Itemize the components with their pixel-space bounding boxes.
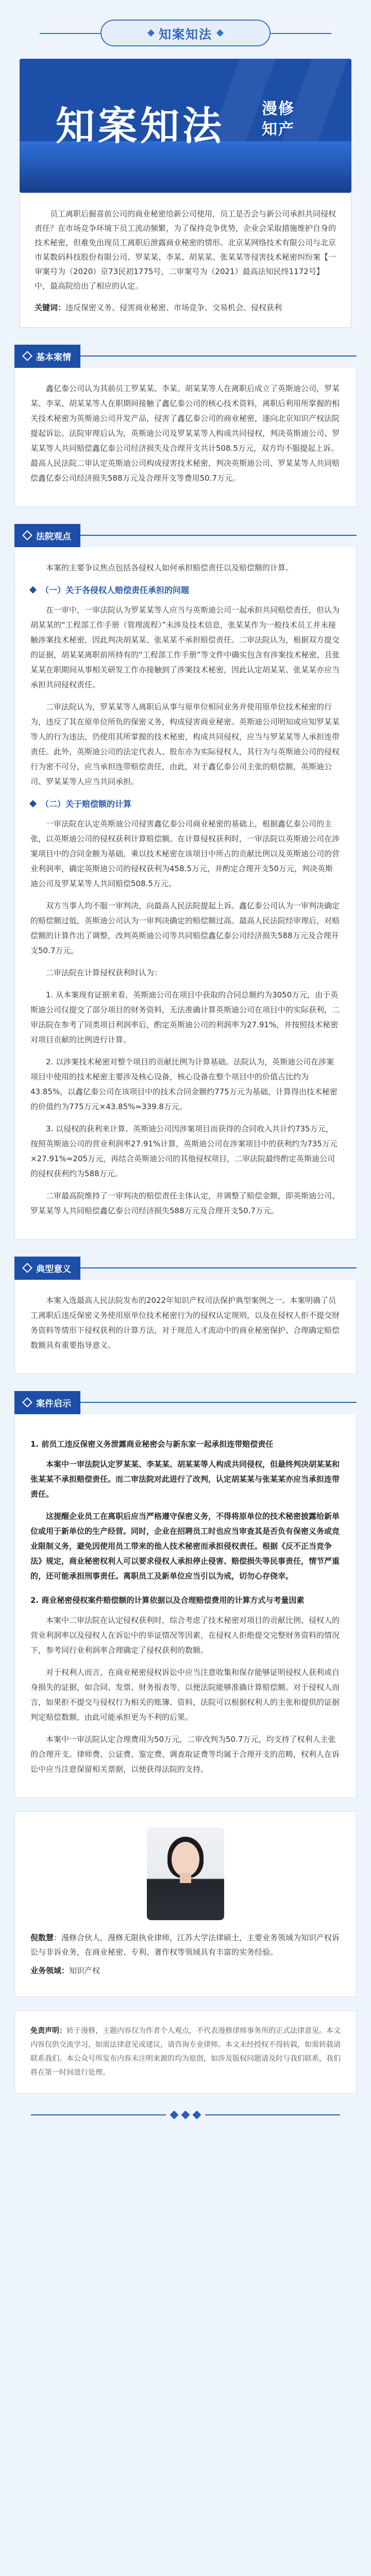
banner-brand — [262, 99, 295, 140]
section-title: 案件启示 — [36, 1398, 71, 1409]
paragraph: 一审法院在认定英斯迪公司侵害鑫亿泰公司商业秘密的基础上，根据鑫亿泰公司的主张，以英斯迪公司的侵权获利计算赔偿额。在计算侵权获利时，一审法院以英斯迪公司在涉案项目中的合同金额为基础，乘以技术秘密在该项目中所占的贡献比例以及英斯迪公司的营业利润率，确定英斯迪公司的侵权获利为458.5万元，并酌定合理开支50万元，判决英斯迪公司及罗某某等人共同赔偿508.5万元。 — [30, 819, 340, 888]
keywords-label: 关键词： — [35, 303, 66, 312]
insight-title: 1. 前员工违反保密义务泄露商业秘密会与新东家一起承担连带赔偿责任 — [30, 1439, 274, 1449]
paragraph: 本案的主要争议焦点包括各侵权人如何承担赔偿责任以及赔偿额的计算。 — [46, 563, 294, 572]
paragraph: 1. 从本案现有证据来看，英斯迪公司在项目中获取的合同总额约为3050万元，由于英斯迪公司仅提交了部分项目的财务资料，无法准确计算英斯迪公司在项目中的实际获利，二审法院在参考了同类项目利润率后，酌定英斯迪公司的利润率为27.91%，并按照技术秘密对项目贡献的比例进行计算。 — [30, 990, 340, 1044]
paragraph: 鑫亿泰公司认为其前员工罗某某、李某、胡某某等人在离职后成立了英斯迪公司，罗某某、李某、胡某某等人在职期间接触了鑫亿泰公司的核心技术资料，离职后利用所掌握的相关技术秘密为英斯迪公司开发产品，侵害了鑫亿泰公司的商业秘密，遂向北京知识产权法院提起诉讼。法院审理后认为，英斯迪公司及罗某某等人构成共同侵权，判决英斯迪公司、罗某某等人共同赔偿鑫亿泰公司经济损失及合理开支共计508.5万元，双方均不服提起上诉。最高人民法院二审认定英斯迪公司构成侵害技术秘密，判决英斯迪公司、罗某某等人共同赔偿鑫亿泰公司经济损失588万元及合理开支等费用50.7万元。 — [30, 384, 340, 483]
diamond-icon — [147, 29, 155, 37]
paragraph: 对于权利人而言，在商业秘密侵权诉讼中应当注意收集和保存能够证明侵权人获利或自身损失的证据，如合同、发票、财务报表等，以便法院能够准确计算赔偿额。对于侵权人而言，如果拒不提交与侵权行为相关的账簿、资料，法院可以根据权利人的主张和提供的证据判定赔偿数额，由此可能承担更为不利的后果。 — [30, 1668, 340, 1722]
section-body-facts — [14, 368, 357, 507]
field-value: 知识产权 — [69, 1966, 100, 1975]
insight-title: 2. 商业秘密侵权案件赔偿额的计算依据以及合理赔偿费用的计算方式与考量因素 — [30, 1596, 305, 1605]
disclaimer-box — [14, 2010, 357, 2094]
section-header-views — [14, 523, 357, 547]
section-body-inspiration — [14, 1414, 357, 1798]
author-card — [14, 1811, 357, 1997]
section-title: 典型意义 — [36, 1264, 71, 1275]
subheading-text: （一）关于各侵权人赔偿责任承担的问题 — [41, 585, 190, 595]
disclaimer-label: 免责声明： — [30, 2027, 66, 2035]
paragraph: 本案中一审法院认定罗某某、李某某、胡某某等人构成共同侵权，但最终判决胡某某和张某某不承担赔偿责任。而二审法院对此进行了改判，认定胡某某与张某某亦应当承担连带责任。 — [30, 1460, 340, 1499]
section-body-significance — [14, 1280, 357, 1374]
subheading-text: （二）关于赔偿额的计算 — [41, 799, 132, 809]
author-description: ：漫修合伙人，漫修无限执业律师，江苏大学法律硕士，主要业务领域为知识产权诉讼与非诉业务，在商业秘密、专利、著作权等领域具有丰富的实务经验。 — [30, 1933, 340, 1957]
diamond-icon — [216, 29, 224, 37]
author-photo — [147, 1827, 224, 1920]
section-header-significance — [14, 1256, 357, 1280]
section-icon — [22, 351, 32, 361]
keywords-line — [35, 300, 336, 315]
section-icon — [22, 1397, 32, 1408]
paragraph: 二审法院在计算侵权获利时认为： — [46, 968, 162, 977]
paragraph: 二审法院认为，罗某某等人离职后从事与原单位相同业务并使用原单位技术秘密的行为，违反了其在原单位所负的保密义务，构成侵害商业秘密。英斯迪公司明知或应知罗某某等人的行为违法，仍使用其所掌握的技术秘密，构成共同侵权，应当与罗某某等人承担连带责任。此外，英斯迪公司的法定代表人、股东亦为实际侵权人，其行为与英斯迪公司的侵权行为密不可分，应当承担连带赔偿责任，由此，对于鑫亿泰公司主张的赔偿额，英斯迪公司、罗某某等人应当共同承担。 — [30, 702, 340, 786]
hero-banner — [20, 59, 351, 193]
section-body-views — [14, 547, 357, 1240]
paragraph: 本案中二审法院在认定侵权获利时，综合考虑了技术秘密对项目的贡献比例、侵权人的营业利润率以及侵权人在诉讼中的举证情况等因素，在侵权人拒绝提交完整财务资料的情况下，参考同行业利润率合理确定了侵权获利的数额。 — [30, 1616, 340, 1655]
author-name: 倪数慧 — [30, 1933, 54, 1942]
paragraph: 2. 以涉案技术秘密对整个项目的贡献比例为计算基础。法院认为，英斯迪公司在涉案项目中使用的技术秘密主要涉及核心设备，核心设备在整个项目中的价值占比约为43.85%，以鑫亿泰公司在该项目中的技术合同金额约775万元为基础，计算得出技术秘密的价值约为775万元×43.85%≈339.8万元。 — [30, 1057, 338, 1111]
paragraph: 本案入选最高人民法院发布的2022年知识产权司法保护典型案例之一。本案明确了员工离职后违反保密义务使用原单位技术秘密行为的侵权认定规则，以及在侵权人拒不提交财务资料等情形下侵权获利的计算方法，对于规范人才流动中的商业秘密保护、合理确定赔偿数额具有重要指导意义。 — [30, 1296, 340, 1350]
section-title: 基本案情 — [36, 352, 71, 363]
section-title: 法院观点 — [36, 531, 71, 542]
section-header-facts — [14, 344, 357, 368]
footer-divider — [31, 2114, 340, 2125]
section-header-inspiration — [14, 1391, 357, 1414]
diamond-icon — [193, 2111, 201, 2120]
paragraph: 双方当事人均不服一审判决，向最高人民法院提起上诉。鑫亿泰公司认为一审判决确定的赔偿额过低，英斯迪公司认为一审判决确定的赔偿额过高。最高人民法院经审理后，对赔偿额的计算作出了调整，改判英斯迪公司等共同赔偿鑫亿泰公司经济损失588万元及合理开支50.7万元。 — [30, 901, 340, 955]
column-header-pill — [100, 20, 271, 46]
column-title: 知案知法 — [159, 27, 212, 42]
subheading — [30, 798, 341, 809]
field-label: 业务领域： — [30, 1966, 70, 1975]
paragraph: 二审最高院维持了一审判决的赔偿责任主体认定，并调整了赔偿金额，即英斯迪公司、罗某某等人共同赔偿鑫亿泰公司经济损失588万元及合理开支50.7万元。 — [30, 1191, 340, 1215]
diamond-icon — [29, 586, 37, 593]
paragraph: 本案中一审法院认定合理费用为50万元，二审改判为50.7万元，均支持了权利人主张的合理开支。律师费、公证费、鉴定费、调查取证费等均属于合理开支的范畴，权利人在诉讼中应当注意保留相关票据，以便获得法院的支持。 — [30, 1735, 340, 1774]
paragraph: 3. 以侵权的获利来计算。英斯迪公司因涉案项目而获得的合同收入共计约735万元，按照英斯迪公司的营业利润率27.91%计算，英斯迪公司在涉案项目中的获利约为735万元×27.91%≈205万元，再结合英斯迪公司的其他侵权项目，二审法院最终酌定英斯迪公司的侵权获利约为588万元。 — [30, 1124, 338, 1178]
banner-title: 知案知法 — [56, 103, 225, 149]
keywords-text: 违反保密义务、侵害商业秘密、市场竞争、交易机会、侵权获利 — [65, 303, 282, 312]
section-icon — [22, 1263, 32, 1273]
subheading — [30, 584, 341, 596]
diamond-icon — [29, 800, 37, 807]
author-field — [30, 1963, 341, 1978]
banner-brand-line: 知产 — [262, 121, 295, 139]
disclaimer-text: 转于漫修，主题内容仅为作者个人观点，不代表漫修律师事务所的正式法律意见。本文内容仅供交流学习，如需法律意见或建议，请咨询专业律师。本文未经授权不得转载，如需转载请联系我们。本公众号所发布内容未注明来源的均为原创，如涉及版权问题请及时与我们联系，我们将在第一时间进行处理。 — [30, 2027, 341, 2077]
author-bio — [30, 1930, 341, 1959]
banner-brand-line: 漫修 — [262, 100, 295, 118]
diamond-icon — [181, 2111, 190, 2120]
section-icon — [22, 530, 32, 540]
paragraph: 在一审中，一审法院认为罗某某等人应当与英斯迪公司一起承担共同赔偿责任，但认为胡某某的“工程部工作手册（管理流程）”未涉及技术信息，张某某作为一般技术员工并未接触涉案技术秘密，因此判决胡某某、张某某不承担赔偿责任。二审法院认为，根据双方提交的证据，胡某某离职前所持有的“工程部工作手册”等文件中确实包含有涉案技术秘密，且张某某在职期间从事相关研发工作亦接触到了涉案技术秘密，因此认定胡某某、张某某亦应当承担共同侵权责任。 — [30, 605, 340, 689]
paragraph: 这提醒企业员工在离职后应当严格遵守保密义务，不得将原单位的技术秘密披露给新单位或用于新单位的生产经营。同时，企业在招聘员工时也应当审查其是否负有保密义务或竞业限制义务，避免因使用员工带来的他人技术秘密而承担侵权责任。根据《反不正当竞争法》规定，商业秘密权利人可以要求侵权人承担停止侵害、赔偿损失等民事责任，情节严重的，还可能承担刑事责任。离职员工及新单位应当引以为戒，切勿心存侥幸。 — [30, 1512, 340, 1581]
intro-paragraph: 员工离职后掘喜前公司的商业秘密给新公司使用，员工是否会与新公司承担共同侵权责任？在市场竞争环境下员工流动频繁，为了保持竞争优势，企业会采取措施维护自身的技术秘密，但难免出现员工离职后泄露商业秘密的情形。北京某网络技术有限公司与北京市某数码科技股份有限公司、罗某某、李某、胡某某、张某某等侵害技术秘密纠纷案【一审案号为（2020）京73民初1775号，二审案号为（2021）最高法知民终1172号】中，最高院给出了相应的认定。 — [35, 209, 336, 291]
intro-box — [20, 193, 351, 328]
diamond-icon — [170, 2111, 179, 2120]
